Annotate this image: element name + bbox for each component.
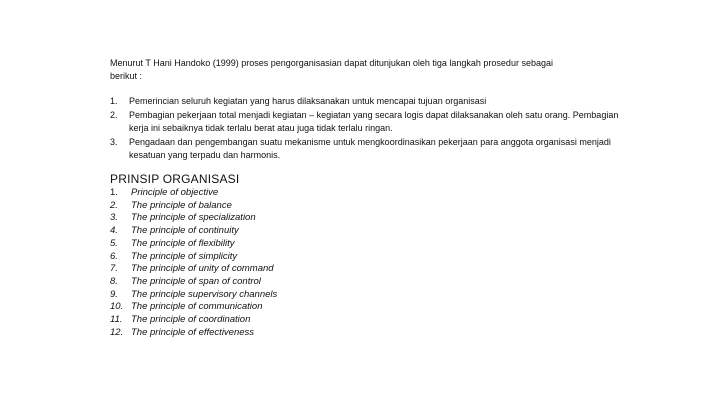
item-text: The principle of communication bbox=[131, 301, 263, 313]
item-number: 12. bbox=[110, 326, 124, 338]
item-text: The principle of flexibility bbox=[131, 237, 235, 249]
item-text: The principle of coordination bbox=[131, 314, 251, 326]
list-item bbox=[110, 301, 410, 314]
list-item bbox=[110, 238, 410, 251]
item-number: 7. bbox=[110, 263, 118, 275]
item-number: 10. bbox=[110, 301, 124, 313]
list-item bbox=[110, 212, 410, 225]
list-item bbox=[110, 109, 620, 135]
list-item bbox=[110, 289, 410, 302]
intro-line-1: Menurut T Hani Handoko (1999) proses pengorganisasian dapat ditunjukan oleh tiga langkah prosedur sebagai bbox=[110, 58, 553, 68]
item-text: The principle of unity of command bbox=[131, 263, 274, 275]
item-number: 6. bbox=[110, 250, 118, 262]
intro-paragraph bbox=[110, 57, 610, 83]
list-item bbox=[110, 187, 410, 200]
item-text: The principle of continuity bbox=[131, 225, 239, 237]
list-item bbox=[110, 314, 410, 327]
item-number: 5. bbox=[110, 237, 118, 249]
section-heading: PRINSIP ORGANISASI bbox=[110, 172, 240, 186]
item-number: 11. bbox=[110, 314, 123, 326]
list-item bbox=[110, 327, 410, 340]
step-number: 1. bbox=[110, 96, 118, 106]
step-number: 2. bbox=[110, 110, 118, 120]
list-item bbox=[110, 225, 410, 238]
item-text: The principle of specialization bbox=[131, 212, 256, 224]
item-number: 2. bbox=[110, 199, 118, 211]
procedure-steps-list bbox=[110, 95, 620, 163]
item-number: 4. bbox=[110, 225, 118, 237]
step-text: Pengadaan dan pengembangan suatu mekanisme untuk mengkoordinasikan pekerjaan para anggota organisasi menjadi kesatuan yang terpadu dan harmonis. bbox=[129, 137, 611, 160]
intro-line-2: berikut : bbox=[110, 71, 143, 81]
list-item bbox=[110, 136, 620, 162]
item-number: 8. bbox=[110, 275, 118, 287]
item-number: 3. bbox=[110, 212, 118, 224]
step-number: 3. bbox=[110, 137, 118, 147]
list-item bbox=[110, 263, 410, 276]
item-text: The principle of balance bbox=[131, 199, 232, 211]
list-item bbox=[110, 95, 620, 108]
item-number: 9. bbox=[110, 288, 118, 300]
item-text: The principle supervisory channels bbox=[131, 288, 278, 300]
list-item bbox=[110, 276, 410, 289]
item-text: Principle of objective bbox=[131, 187, 219, 198]
list-item bbox=[110, 200, 410, 213]
list-item bbox=[110, 251, 410, 264]
item-text: The principle of effectiveness bbox=[131, 326, 255, 338]
item-number: 1. bbox=[110, 187, 118, 198]
step-text: Pembagian pekerjaan total menjadi kegiatan – kegiatan yang secara logis dapat dilaksanakan oleh satu orang. Pembagian kerja ini sebaiknya tidak terlalu berat atau juga tidak terlalu ringan. bbox=[129, 110, 619, 133]
item-text: The principle of span of control bbox=[131, 275, 261, 287]
step-text: Pemerincian seluruh kegiatan yang harus dilaksanakan untuk mencapai tujuan organisasi bbox=[129, 96, 487, 106]
principles-list bbox=[110, 187, 410, 339]
item-text: The principle of simplicity bbox=[131, 250, 238, 262]
